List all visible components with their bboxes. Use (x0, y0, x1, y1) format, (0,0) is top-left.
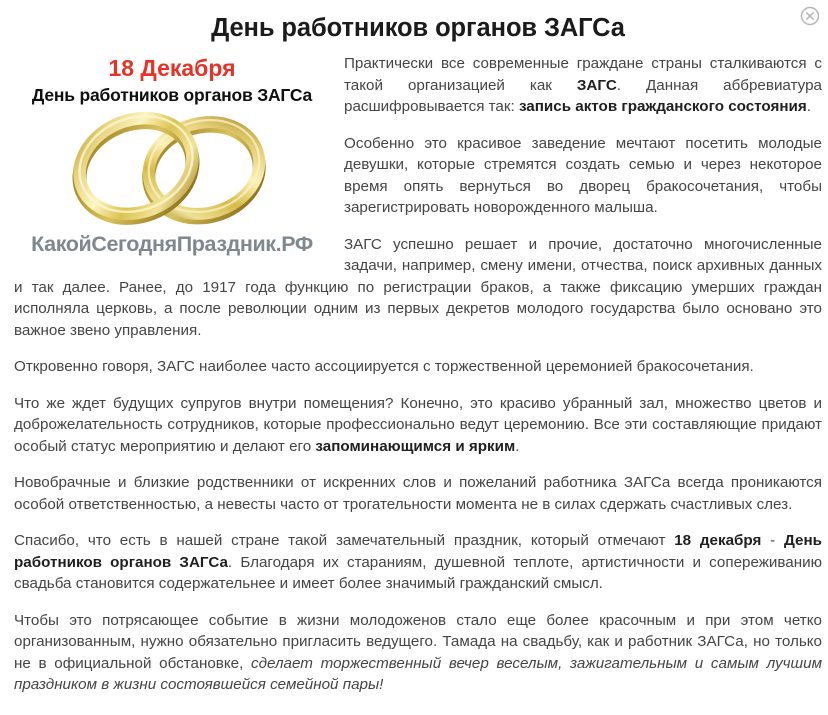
text-run: Откровенно говоря, ЗАГС наиболее часто ассоциируется с торжественной церемонией бракосочетания. (14, 358, 754, 376)
text-run: Новобрачные и близкие родственники от искренних слов и пожеланий работника ЗАГСа всегда проникаются особой ответственностью, а невесты часто от трогательности момента не в силах сдержать счастливых слез. (14, 474, 822, 513)
bold-text-run: 18 декабря (674, 532, 762, 550)
italic-text-run: сделает торжественный вечер веселым, зажигательным и самым лучшим праздником в жизни состоявшейся семейной пары! (14, 654, 822, 694)
article-paragraph (14, 393, 822, 458)
text-run: Чтобы это потрясающее событие в жизни молодоженов стало еще более красочным и при этом четко организованным, нужно обязательно пригласить ведущего. Тамада на свадьбу, как и работник ЗАГСа, но только не в официальной обстановке, (14, 611, 822, 672)
bold-text-run: запись актов гражданского состояния (518, 98, 807, 116)
article-paragraph (14, 356, 822, 378)
text-run: . Данная аббревиатура расшифровывается так: (344, 76, 822, 116)
text-run: Практически все современные граждане страны сталкиваются с такой организацией как (344, 55, 822, 94)
article-paragraph (14, 530, 822, 595)
text-run: ЗАГС успешно решает и прочие, достаточно многочисленные задачи, например, смену имени, отчества, поиск архивных данных и так далее. Ранее, до 1917 года функцию по регистрации браков, а также фиксацию умерших граждан исполняла церковь, а после революции одним из первых декретов молодого государства было основано это важное звено управления. (14, 235, 822, 339)
text-run: Спасибо, что есть в нашей стране такой замечательный праздник, который отмечают (14, 532, 675, 550)
promo-subtitle: День работников органов ЗАГСа (31, 84, 313, 105)
text-run: Особенно это красивое заведение мечтают посетить молодые девушки, которые стремятся создать семью и через некоторое время опять вернуться во дворец бракосочетания, чтобы зарегистрировать новорожденного малыша. (344, 134, 822, 217)
site-watermark: КакойСегодняПраздник.РФ (31, 231, 313, 256)
text-run: . (806, 98, 811, 116)
close-circle-icon[interactable] (800, 6, 820, 26)
article-paragraph (14, 472, 822, 515)
promo-date: 18 Декабря (108, 55, 236, 82)
article-paragraph (14, 610, 822, 696)
article-body-wrapper (14, 53, 822, 696)
text-run: Что же ждет будущих супругов внутри помещения? Конечно, это красиво убранный зал, множество цветов и доброжелательность сотрудников, которые профессионально ведут церемонию. Все эти составляющие придают особый статус мероприятию и делают его (14, 394, 822, 455)
text-run: . Благодаря их стараниям, душевной теплоте, артистичности и сопереживанию свадьба становится содержательнее и имеет более значимый гражданский смысл. (14, 553, 822, 593)
bold-text-run: ЗАГС (576, 76, 617, 94)
page-title: День работников органов ЗАГСа (211, 14, 625, 42)
bold-text-run: День работников органов ЗАГСа (14, 532, 822, 571)
text-run: . (515, 437, 520, 455)
promo-image-block (14, 55, 330, 257)
bold-text-run: запоминающимся и ярким (315, 437, 516, 455)
text-run: - (761, 532, 785, 550)
wedding-rings-image (14, 110, 330, 226)
